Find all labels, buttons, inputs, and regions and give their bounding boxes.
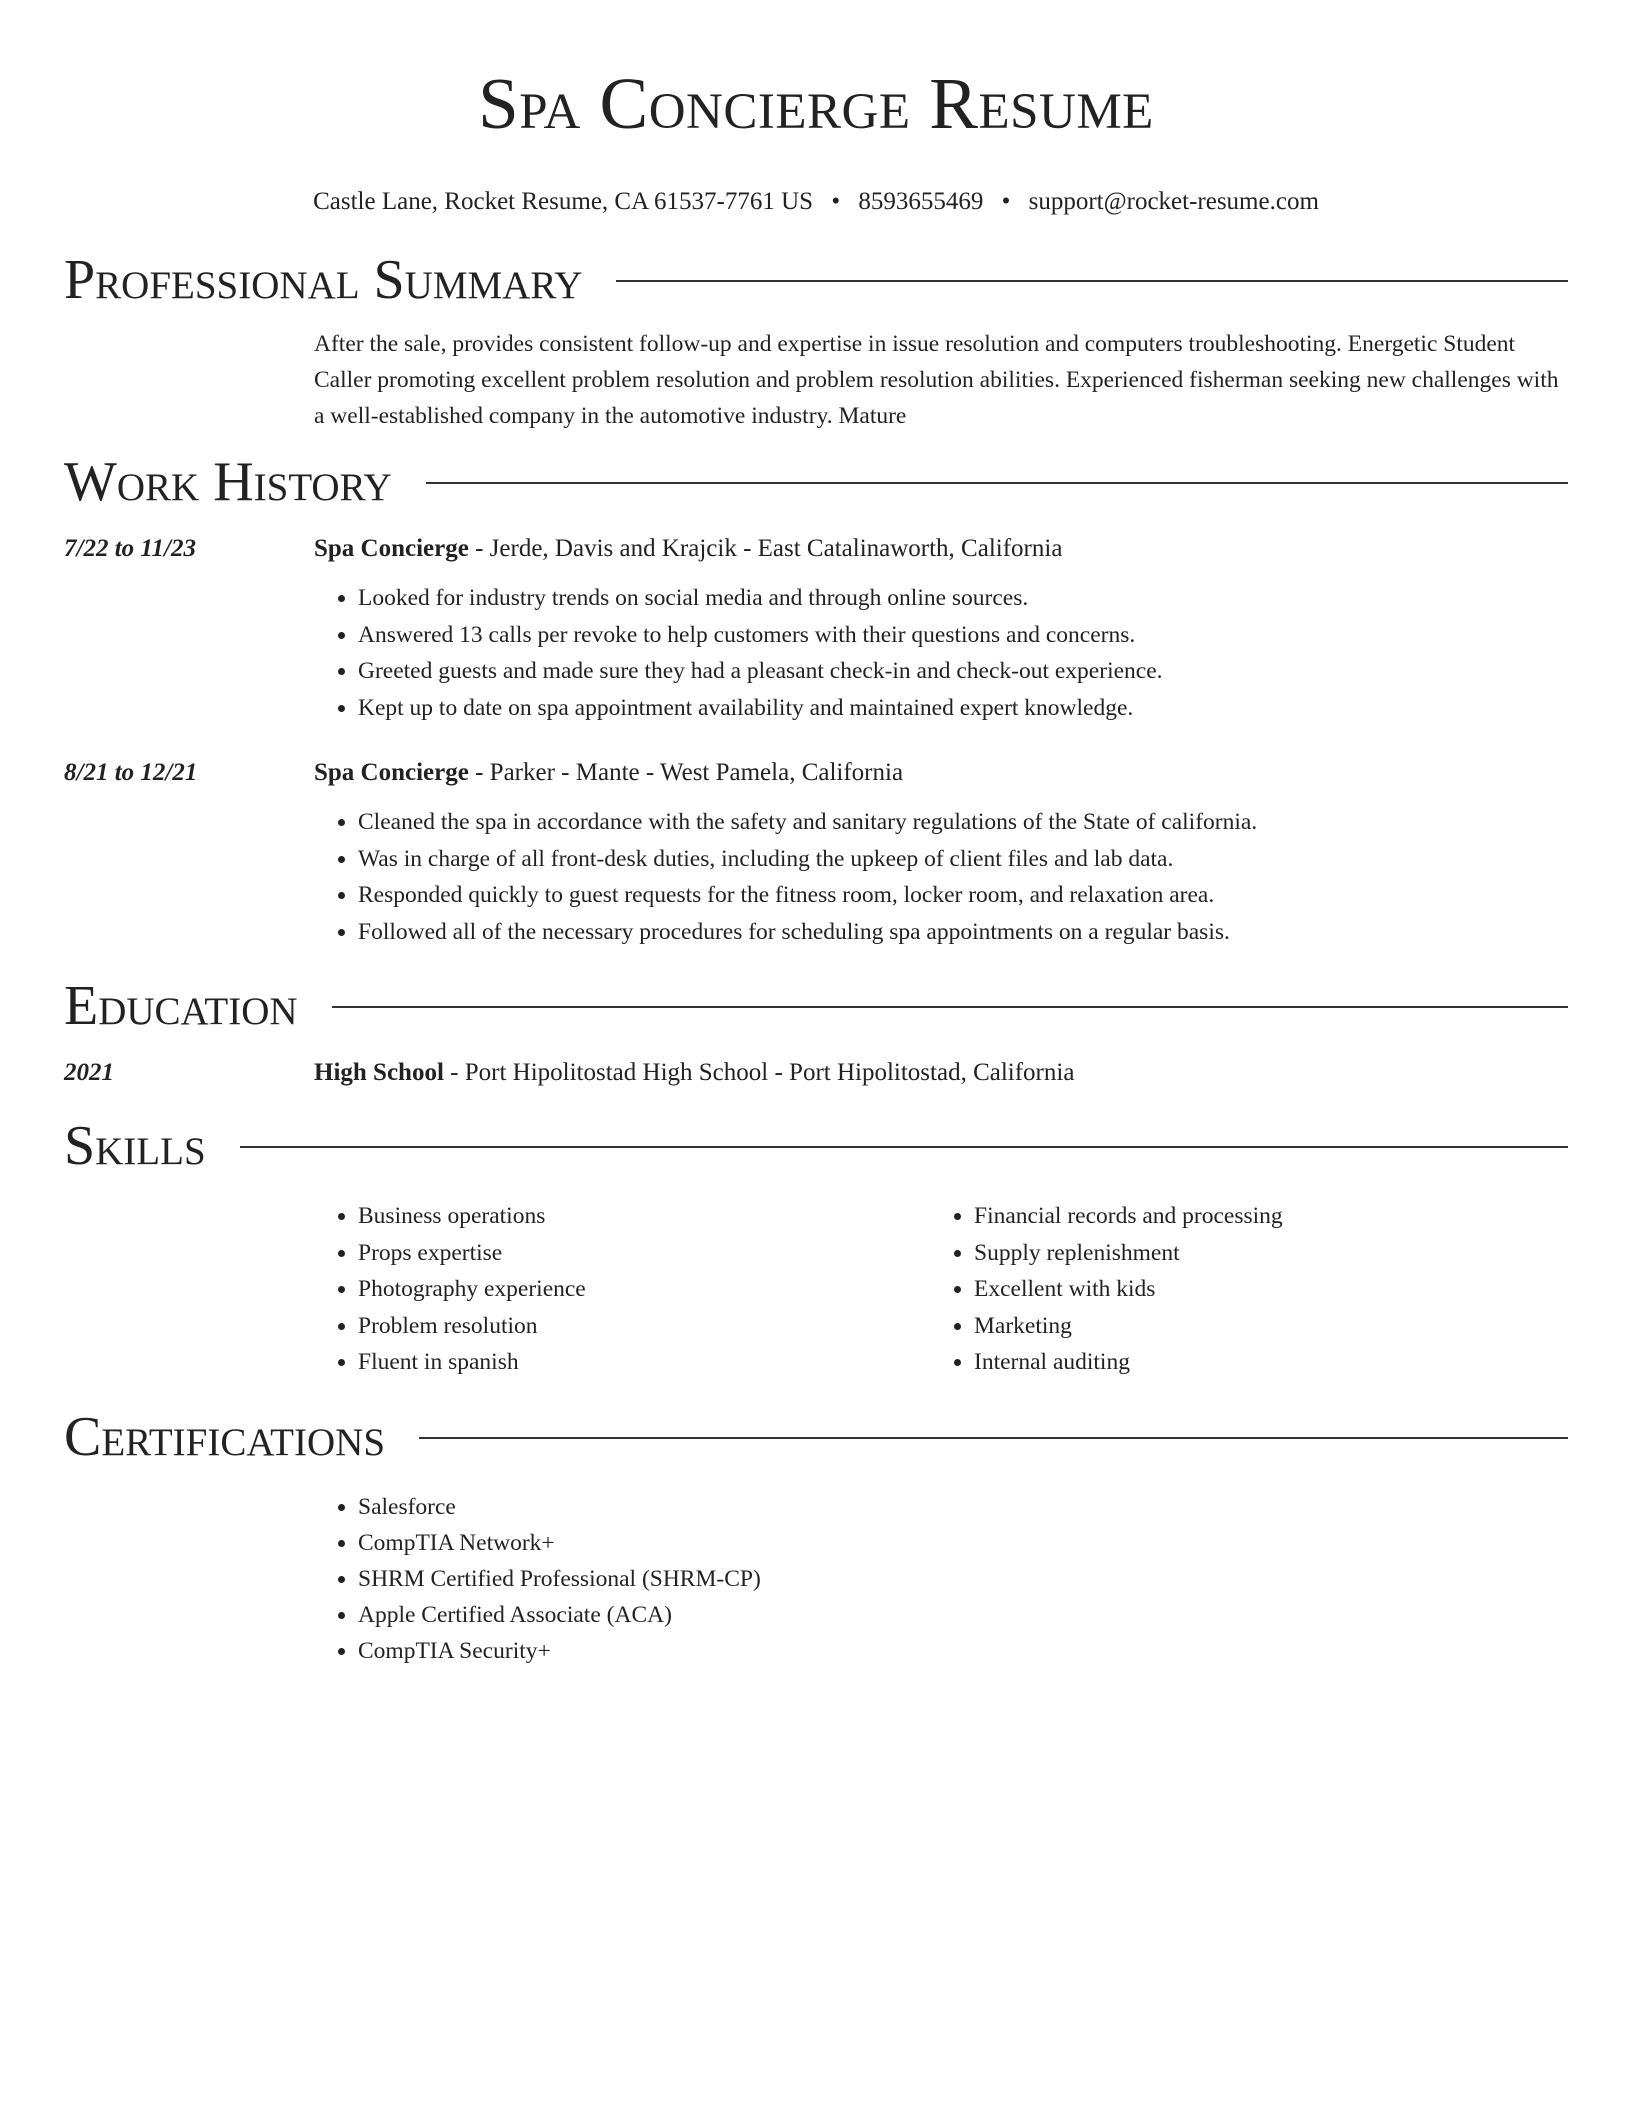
section-title-work-history: Work History [64, 451, 392, 513]
education-section-header [64, 974, 1568, 1038]
education-body [314, 1056, 1568, 1090]
job-bullets [314, 580, 1568, 726]
education-entry [64, 1056, 1568, 1090]
resume-page [64, 0, 1568, 1669]
skills-column-right [930, 1198, 1546, 1381]
job-heading [314, 756, 1568, 790]
skills-section-header [64, 1114, 1568, 1178]
job-bullet: • Kept up to date on spa appointment availability and maintained expert knowledge. [358, 690, 1568, 727]
skill-item: • Marketing [974, 1308, 1546, 1345]
skill-item: • Financial records and processing [974, 1198, 1546, 1235]
skill-item: • Problem resolution [358, 1308, 930, 1345]
certification-item: • Salesforce [358, 1489, 1568, 1525]
section-title-certifications: Certifications [64, 1405, 386, 1468]
job-employer: - Parker - Mante - West Pamela, California [468, 759, 904, 786]
job-bullet: • Cleaned the spa in accordance with the safety and sanitary regulations of the State of california. [358, 804, 1568, 841]
contact-phone: 8593655469 [858, 188, 984, 215]
job-body [314, 532, 1568, 726]
section-divider [419, 1437, 1568, 1439]
resume-title: Spa Concierge Resume [478, 63, 1154, 144]
section-title-education: Education [64, 975, 298, 1037]
job-dates: 7/22 to 11/23 [64, 535, 196, 562]
education-degree: High School [314, 1059, 444, 1086]
job-entry [64, 756, 1568, 950]
summary-text: After the sale, provides consistent follow-up and expertise in issue resolution and computers troubleshooting. Energetic Student Caller promoting excellent problem resolution and problem resolution abilities. Experienced fisherman seeking new challenges with a well-established company in the automotive industry. Mature [314, 331, 1559, 429]
education-year: 2021 [64, 1059, 114, 1086]
job-bullet: • Responded quickly to guest requests for the fitness room, locker room, and relaxation area. [358, 877, 1568, 914]
certification-item: • SHRM Certified Professional (SHRM-CP) [358, 1561, 1568, 1597]
skill-item: • Photography experience [358, 1271, 930, 1308]
certification-item: • Apple Certified Associate (ACA) [358, 1597, 1568, 1633]
certification-item: • CompTIA Security+ [358, 1633, 1568, 1669]
certifications-section-header [64, 1405, 1568, 1469]
job-dates: 8/21 to 12/21 [64, 759, 198, 786]
job-bullet: • Greeted guests and made sure they had a pleasant check-in and check-out experience. [358, 653, 1568, 690]
contact-separator: • [1001, 188, 1011, 215]
contact-address: Castle Lane, Rocket Resume, CA 61537-7761 US [313, 188, 814, 215]
skill-item: • Props expertise [358, 1235, 930, 1272]
section-divider [426, 482, 1568, 484]
job-heading [314, 532, 1568, 566]
skill-item: • Internal auditing [974, 1344, 1546, 1381]
education-heading [314, 1056, 1568, 1090]
section-title-skills: Skills [64, 1115, 206, 1177]
section-divider [332, 1006, 1568, 1008]
job-employer: - Jerde, Davis and Krajcik - East Catalinaworth, California [468, 535, 1063, 562]
skill-item: • Business operations [358, 1198, 930, 1235]
summary-section-header [64, 248, 1568, 312]
job-body [314, 756, 1568, 950]
contact-line [64, 186, 1568, 218]
certifications-list [314, 1489, 1568, 1669]
job-bullet: • Looked for industry trends on social media and through online sources. [358, 580, 1568, 617]
job-entry [64, 532, 1568, 726]
skills-column-left [314, 1198, 930, 1381]
section-divider [240, 1146, 1568, 1148]
job-role: Spa Concierge [314, 759, 469, 786]
work-section-header [64, 450, 1568, 514]
contact-email: support@rocket-resume.com [1028, 188, 1319, 215]
skill-item: • Excellent with kids [974, 1271, 1546, 1308]
job-bullet: • Followed all of the necessary procedures for scheduling spa appointments on a regular basis. [358, 914, 1568, 951]
job-bullet: • Answered 13 calls per revoke to help customers with their questions and concerns. [358, 617, 1568, 654]
education-school: - Port Hipolitostad High School - Port Hipolitostad, California [443, 1059, 1075, 1086]
section-title-summary: Professional Summary [64, 249, 583, 311]
skills-list [314, 1198, 1568, 1381]
skill-item: • Fluent in spanish [358, 1344, 930, 1381]
job-bullet: • Was in charge of all front-desk duties, including the upkeep of client files and lab data. [358, 841, 1568, 878]
job-role: Spa Concierge [314, 535, 469, 562]
certification-item: • CompTIA Network+ [358, 1525, 1568, 1561]
section-divider [616, 280, 1568, 282]
job-bullets [314, 804, 1568, 950]
contact-separator: • [831, 188, 841, 215]
skill-item: • Supply replenishment [974, 1235, 1546, 1272]
